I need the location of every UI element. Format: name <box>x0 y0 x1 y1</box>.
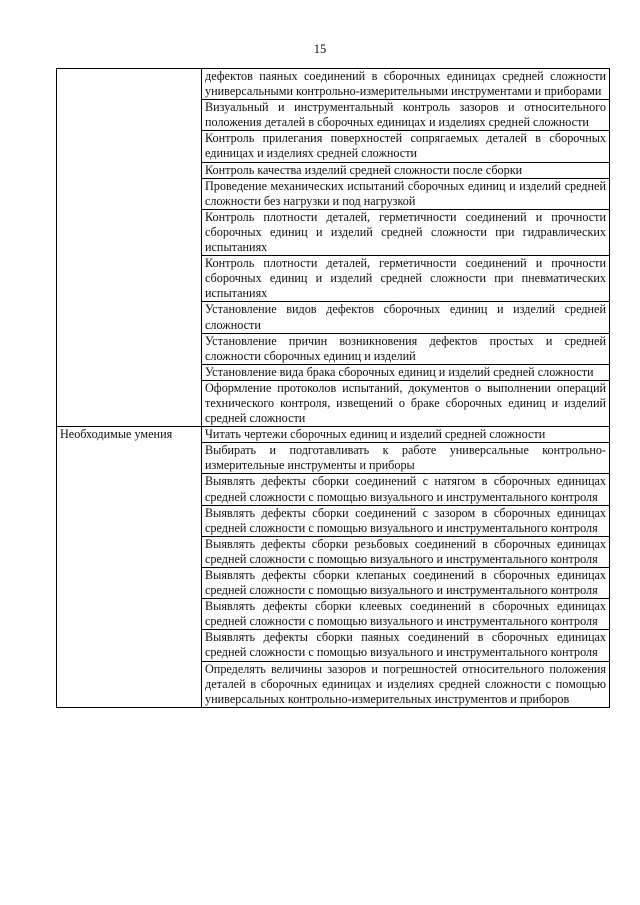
action-cell: дефектов паяных соединений в сборочных единицах средней сложности универсальными контрольно-измерительными инструментами и приборами <box>202 69 610 100</box>
skill-cell: Выявлять дефекты сборки клепаных соединений в сборочных единицах средней сложности с помощью визуального и инструментального контроля <box>202 568 610 599</box>
action-cell: Контроль плотности деталей, герметичности соединений и прочности сборочных единиц и изделий средней сложности при гидравлических испытаниях <box>202 209 610 255</box>
skill-cell: Выявлять дефекты сборки резьбовых соединений в сборочных единицах средней сложности с помощью визуального и инструментального контроля <box>202 536 610 567</box>
action-cell: Установление видов дефектов сборочных единиц и изделий средней сложности <box>202 302 610 333</box>
action-cell: Контроль прилегания поверхностей сопрягаемых деталей в сборочных единицах и изделиях средней сложности <box>202 131 610 162</box>
skill-cell: Выявлять дефекты сборки соединений с зазором в сборочных единицах средней сложности с помощью визуального и инструментального контроля <box>202 505 610 536</box>
skill-cell: Определять величины зазоров и погрешностей относительного положения деталей в сборочных единицах и изделиях средней сложности с помощью универсальных контрольно-измерительных инструментов и приборов <box>202 661 610 707</box>
action-cell: Установление вида брака сборочных единиц и изделий средней сложности <box>202 364 610 380</box>
page-number: 15 <box>313 42 327 56</box>
skill-cell: Выявлять дефекты сборки клеевых соединений в сборочных единицах средней сложности с помощью визуального и инструментального контроля <box>202 599 610 630</box>
skill-cell: Читать чертежи сборочных единиц и изделий средней сложности <box>202 427 610 443</box>
action-cell: Проведение механических испытаний сборочных единиц и изделий средней сложности без нагрузки и под нагрузкой <box>202 178 610 209</box>
action-cell: Оформление протоколов испытаний, документов о выполнении операций технического контроля, извещений о браке сборочных единиц и изделий средней сложности <box>202 380 610 426</box>
skill-cell: Выявлять дефекты сборки соединений с натягом в сборочных единицах средней сложности с помощью визуального и инструментального контроля <box>202 474 610 505</box>
skill-cell: Выбирать и подготавливать к работе универсальные контрольно-измерительные инструменты и приборы <box>202 443 610 474</box>
skills-label: Необходимые умения <box>57 427 202 708</box>
action-cell: Контроль плотности деталей, герметичности соединений и прочности сборочных единиц и изделий средней сложности при пневматических испытаниях <box>202 256 610 302</box>
action-cell: Визуальный и инструментальный контроль зазоров и относительного положения деталей в сборочных единицах и изделиях средней сложности <box>202 100 610 131</box>
table-row <box>57 427 610 443</box>
action-cell: Установление причин возникновения дефектов простых и средней сложности сборочных единиц и изделий <box>202 333 610 364</box>
competency-table <box>56 68 610 708</box>
action-cell: Контроль качества изделий средней сложности после сборки <box>202 162 610 178</box>
skill-cell: Выявлять дефекты сборки паяных соединений в сборочных единицах средней сложности с помощью визуального и инструментального контроля <box>202 630 610 661</box>
label-cell-empty <box>57 69 202 427</box>
table-row <box>57 69 610 100</box>
